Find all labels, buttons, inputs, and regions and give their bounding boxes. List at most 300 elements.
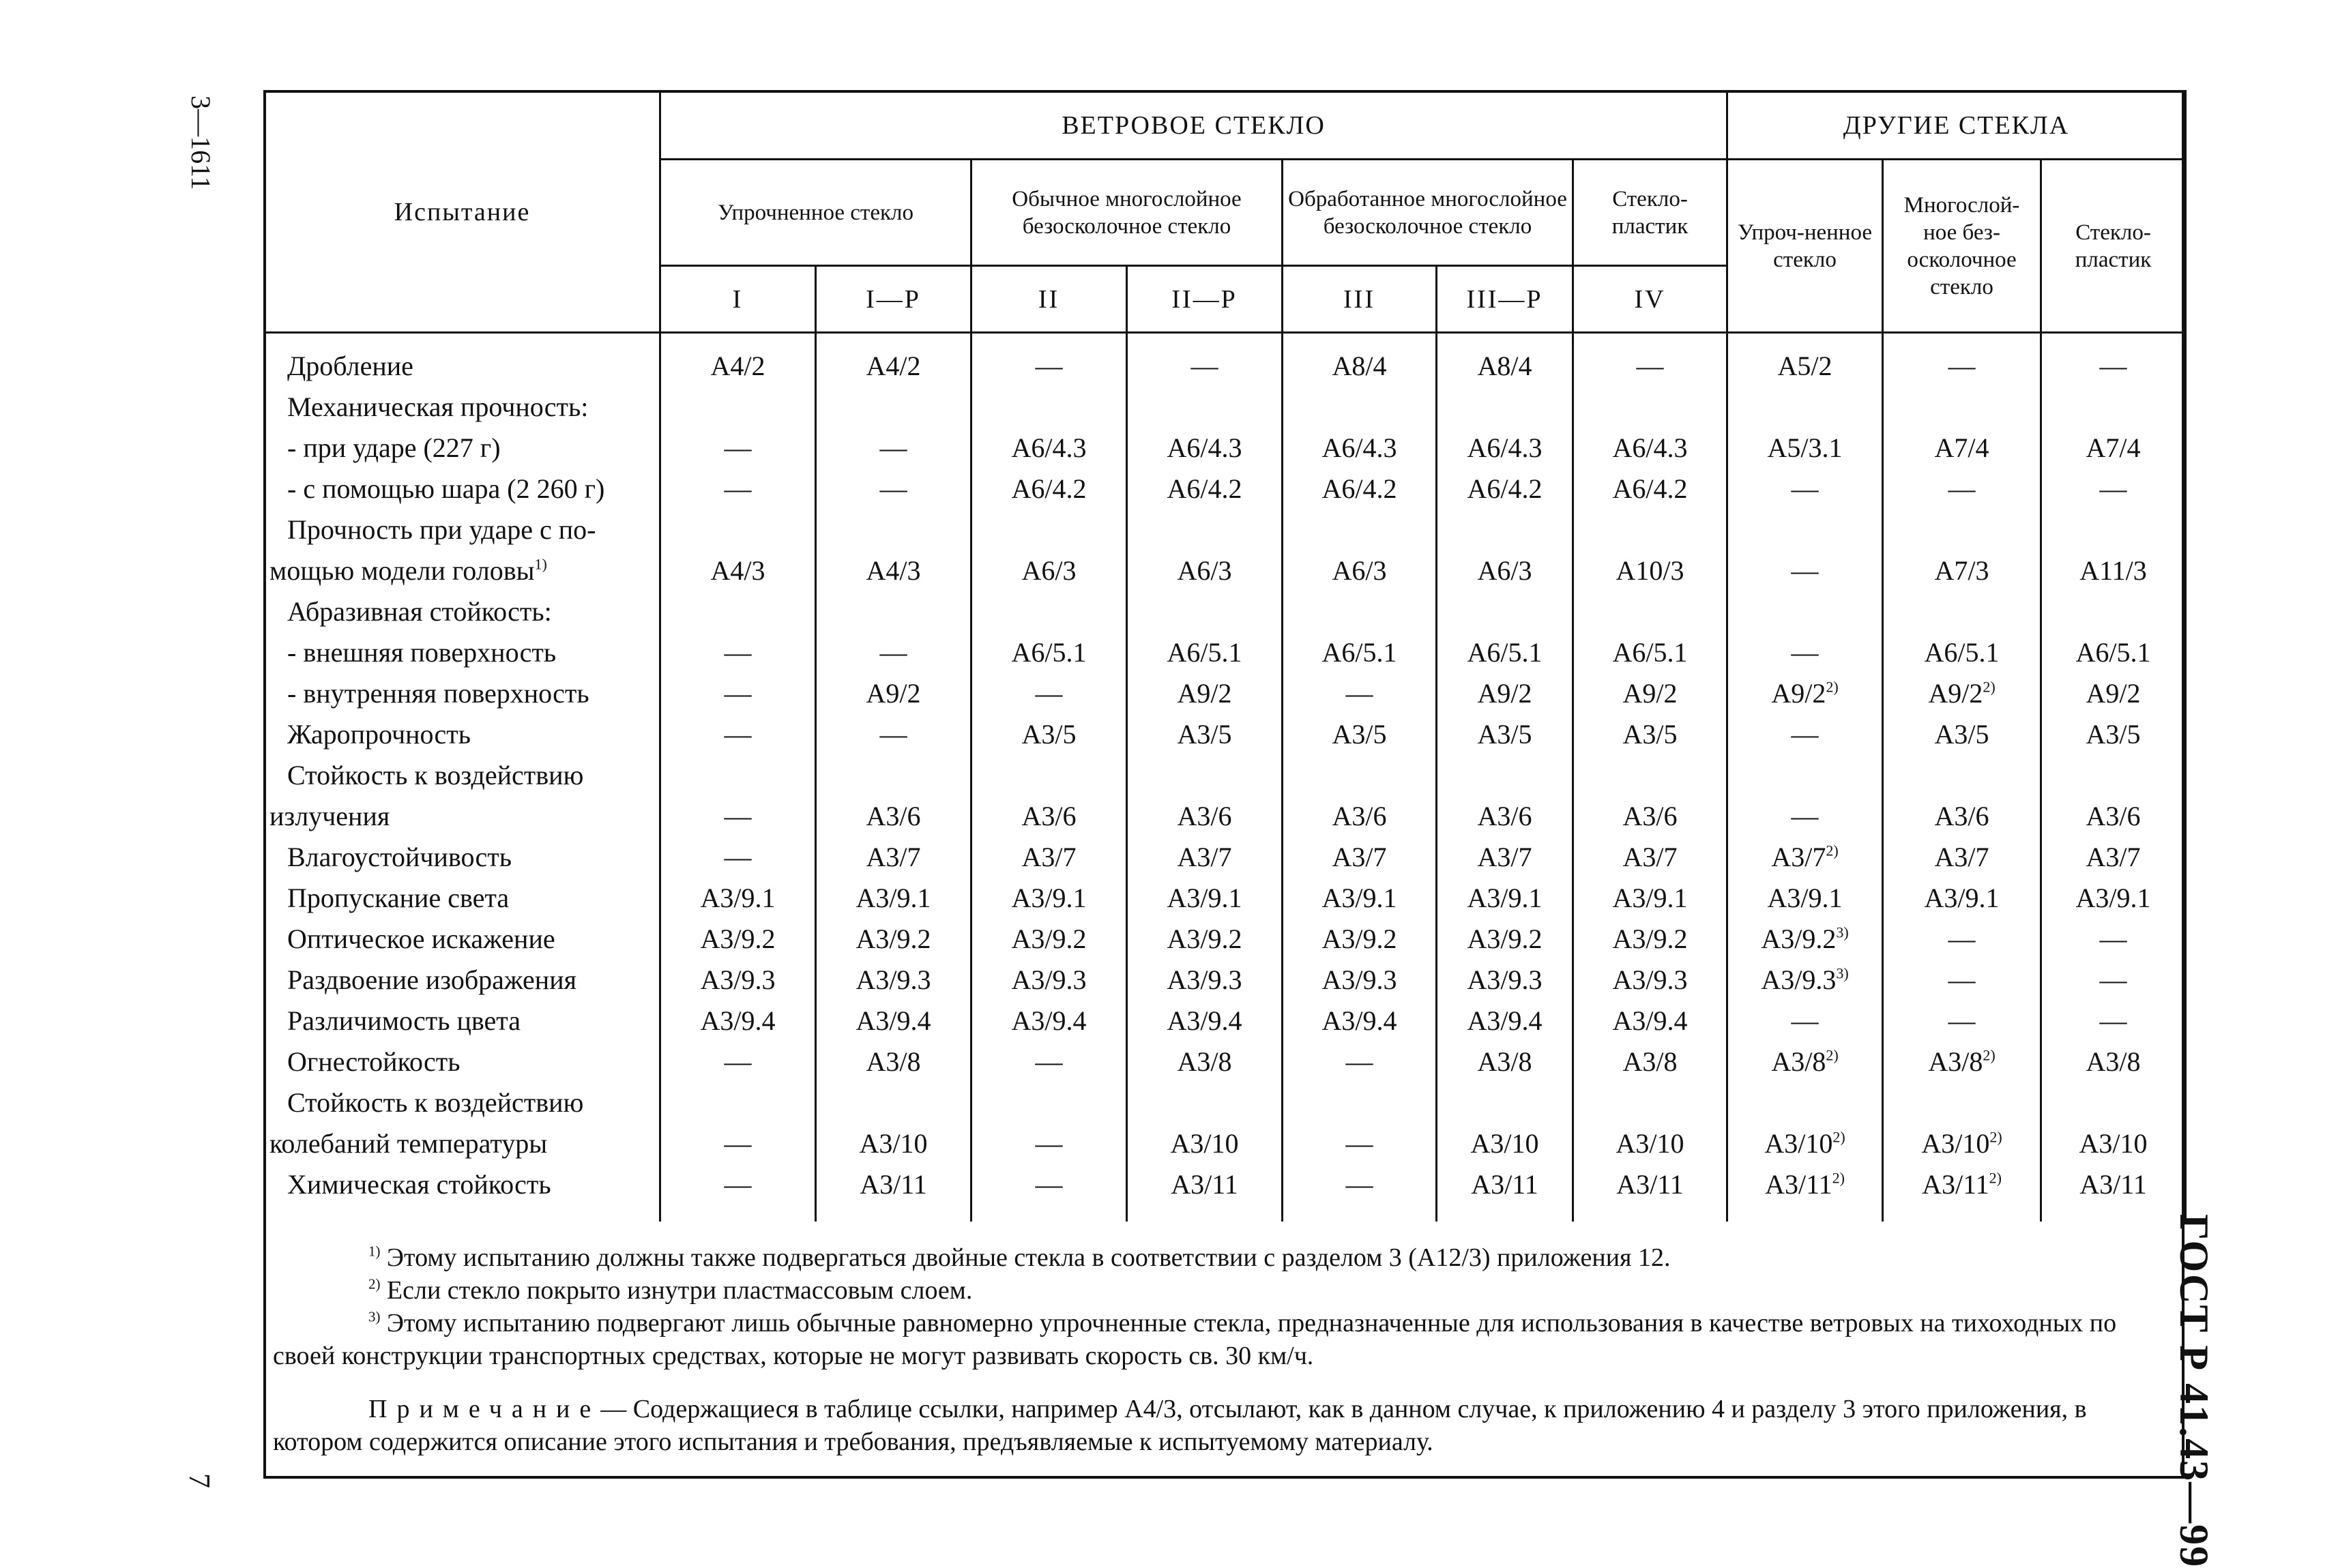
table-cell [2041, 469, 2186, 509]
table-row [265, 714, 2186, 755]
cell-value: — [2099, 923, 2127, 954]
footnote-ref: 2) [1826, 842, 1839, 859]
cell-value: A3/9.1 [2075, 883, 2151, 913]
cell-value: A4/3 [710, 555, 765, 586]
table-cell [2041, 755, 2186, 796]
table-cell [1127, 714, 1283, 755]
table-cell [1727, 673, 1883, 714]
cell-value: A11/3 [2079, 555, 2147, 586]
table-cell [1283, 1164, 1437, 1222]
cell-value: A3/9.1 [1167, 883, 1242, 913]
table-cell [1883, 1082, 2041, 1123]
table-cell [1727, 837, 1883, 878]
cell-value: — [1035, 1046, 1063, 1077]
test-name-text: колебаний температуры [269, 1128, 548, 1159]
table-cell [660, 673, 816, 714]
table-cell [1283, 333, 1437, 387]
table-cell [1573, 469, 1727, 509]
table-cell [1883, 469, 2041, 509]
test-name [265, 509, 660, 550]
cell-value: A3/9.2 [1321, 923, 1397, 954]
cell-value: A6/5.1 [1924, 637, 2000, 668]
table-cell [1437, 550, 1573, 591]
treated-laminated-header: Обработанное многослойное безосколочное стекло [1283, 160, 1573, 266]
cell-value: A6/3 [1021, 555, 1077, 586]
table-cell [1727, 1041, 1883, 1082]
cell-value: — [724, 801, 752, 831]
cell-value: A3/6 [1177, 801, 1232, 831]
table-cell [1127, 550, 1283, 591]
test-name-text: Оптическое искажение [287, 923, 555, 954]
table-cell [1437, 591, 1573, 632]
cell-value: A6/5.1 [2075, 637, 2151, 668]
table-cell [1883, 755, 2041, 796]
cell-value: A3/9.3 [1167, 964, 1242, 995]
table-cell [660, 755, 816, 796]
table-cell [660, 1001, 816, 1041]
test-name-text: Стойкость к воздействию [287, 1087, 584, 1118]
cell-value: A3/11 [1922, 1169, 1989, 1200]
cell-value: A3/8 [2086, 1046, 2141, 1077]
table-cell [1437, 673, 1573, 714]
cell-value: A3/11 [1171, 1169, 1238, 1200]
table-cell [1127, 837, 1283, 878]
cell-value: — [1345, 1169, 1373, 1200]
test-name [265, 796, 660, 837]
test-table [263, 90, 2187, 1222]
table-cell [660, 1123, 816, 1164]
table-cell [816, 796, 971, 837]
cell-value: A6/5.1 [1612, 637, 1688, 668]
cell-value: A3/11 [1471, 1169, 1538, 1200]
table-cell [971, 1001, 1127, 1041]
table-row [265, 509, 2186, 550]
cell-value: A3/5 [1332, 719, 1387, 750]
table-cell [1883, 1123, 2041, 1164]
cell-value: A7/4 [2086, 432, 2141, 463]
table-cell [1727, 1082, 1883, 1123]
table-cell [1437, 837, 1573, 878]
table-row [265, 878, 2186, 919]
test-name [265, 960, 660, 1001]
test-name [265, 714, 660, 755]
test-name [265, 591, 660, 632]
footnotes [273, 1241, 2169, 1458]
cell-value: A6/3 [1332, 555, 1387, 586]
plastic-glass-header: Стекло-пластик [1573, 160, 1727, 266]
footnote-ref: 2) [1989, 1128, 2002, 1146]
table-cell [1283, 591, 1437, 632]
footnote-2 [273, 1274, 2169, 1307]
table-cell [660, 714, 816, 755]
table-cell [1573, 591, 1727, 632]
table-cell [971, 1123, 1127, 1164]
footnote-ref: 3) [1836, 923, 1849, 941]
table-cell [1283, 387, 1437, 428]
table-cell [1883, 673, 2041, 714]
cell-value: A5/2 [1777, 351, 1832, 381]
table-row [265, 428, 2186, 469]
test-name-text: Абразивная стойкость: [287, 596, 552, 627]
cell-value: A9/2 [1477, 678, 1532, 709]
table-cell [1437, 469, 1573, 509]
table-cell [1883, 387, 2041, 428]
table-cell [1573, 509, 1727, 550]
cell-value: — [879, 432, 907, 463]
cell-value: A3/9.2 [856, 923, 931, 954]
cell-value: A3/9.4 [1167, 1005, 1242, 1036]
cell-value: A3/9.3 [1321, 964, 1397, 995]
cell-value: — [2099, 1005, 2127, 1036]
cell-value: — [1035, 351, 1063, 381]
table-cell [1883, 796, 2041, 837]
table-cell [1727, 591, 1883, 632]
table-cell [816, 960, 971, 1001]
table-cell [816, 755, 971, 796]
cell-value: A3/5 [1021, 719, 1077, 750]
table-cell [1727, 632, 1883, 673]
table-cell [1283, 428, 1437, 469]
cell-value: A3/9.2 [700, 923, 776, 954]
footnote-1 [273, 1241, 2169, 1274]
cell-value: A3/7 [2086, 842, 2141, 872]
table-cell [1127, 673, 1283, 714]
table-cell [816, 1082, 971, 1123]
cell-value: A3/9.2 [1612, 923, 1688, 954]
table-cell [1883, 632, 2041, 673]
test-name [265, 1082, 660, 1123]
cell-value: — [879, 637, 907, 668]
table-cell [971, 509, 1127, 550]
cell-value: A3/5 [1934, 719, 1989, 750]
table-cell [1573, 1001, 1727, 1041]
cell-value: A9/2 [1622, 678, 1678, 709]
cell-value: A6/4.2 [1467, 473, 1543, 504]
cell-value: A3/5 [1477, 719, 1532, 750]
table-cell [1437, 960, 1573, 1001]
table-cell [1883, 1001, 2041, 1041]
table-cell [1127, 919, 1283, 960]
cell-value: A6/5.1 [1167, 637, 1242, 668]
class-header: IV [1573, 266, 1727, 333]
cell-value: A3/9.1 [1011, 883, 1087, 913]
table-cell [1127, 1001, 1283, 1041]
class-header: II—P [1127, 266, 1283, 333]
footnote-3 [273, 1307, 2169, 1372]
cell-value: A3/11 [1765, 1169, 1832, 1200]
table-cell [971, 632, 1127, 673]
table-cell [1573, 673, 1727, 714]
table-cell [971, 387, 1127, 428]
table-cell [1127, 591, 1283, 632]
table-cell [2041, 960, 2186, 1001]
cell-value: A6/4.3 [1612, 432, 1688, 463]
table-cell [1283, 1041, 1437, 1082]
laminated-header: Обычное многослойное безосколочное стекло [971, 160, 1283, 266]
table-cell [1127, 796, 1283, 837]
table-row [265, 837, 2186, 878]
test-name [265, 755, 660, 796]
table-row [265, 1001, 2186, 1041]
cell-value: — [879, 473, 907, 504]
table-row [265, 632, 2186, 673]
test-name [265, 837, 660, 878]
table-cell [1127, 878, 1283, 919]
cell-value: A3/7 [1934, 842, 1989, 872]
cell-value: A3/11 [860, 1169, 927, 1200]
cell-value: A3/10 [1170, 1128, 1239, 1159]
table-cell [660, 333, 816, 387]
cell-value: A6/4.3 [1167, 432, 1242, 463]
table-body [265, 333, 2186, 1222]
table-cell [2041, 1123, 2186, 1164]
table-cell [660, 428, 816, 469]
test-name-text: Прочность при ударе с по- [287, 514, 596, 545]
cell-value: A3/6 [1934, 801, 1989, 831]
table-cell [1437, 632, 1573, 673]
cell-value: A9/2 [1771, 678, 1826, 709]
cell-value: A4/2 [866, 351, 921, 381]
table-cell [1883, 591, 2041, 632]
table-cell [971, 333, 1127, 387]
class-header: III—P [1437, 266, 1573, 333]
cell-value: A6/4.3 [1467, 432, 1543, 463]
table-cell [1727, 755, 1883, 796]
table-cell [1573, 1164, 1727, 1222]
table-cell [1437, 878, 1573, 919]
table-cell [1127, 469, 1283, 509]
table-cell [816, 837, 971, 878]
test-name-text: Стойкость к воздействию [287, 760, 584, 790]
table-row [265, 591, 2186, 632]
test-name [265, 333, 660, 387]
cell-value: A4/3 [866, 555, 921, 586]
table-cell [1127, 387, 1283, 428]
table-cell [1283, 673, 1437, 714]
table-cell [660, 591, 816, 632]
table-cell [1573, 960, 1727, 1001]
table-cell [1883, 1164, 2041, 1222]
table-cell [1437, 919, 1573, 960]
table-cell [1727, 428, 1883, 469]
cell-value: A3/9.2 [1761, 923, 1837, 954]
other-glass-header: ДРУГИЕ СТЕКЛА [1727, 91, 2186, 160]
footnote-mark: 2) [368, 1275, 381, 1292]
footnote-mark: 3) [368, 1308, 381, 1325]
other-laminated-header: Многослой-ное без-осколочное стекло [1883, 160, 2041, 333]
cell-value: A6/4.2 [1011, 473, 1087, 504]
table-cell [2041, 550, 2186, 591]
table-cell [660, 1041, 816, 1082]
cell-value: A3/9.1 [700, 883, 776, 913]
cell-value: A3/10 [1470, 1128, 1539, 1159]
table-cell [660, 796, 816, 837]
cell-value: A3/9.1 [1924, 883, 2000, 913]
table-cell [1883, 509, 2041, 550]
cell-value: A6/4.2 [1167, 473, 1242, 504]
footnote-text: Этому испытанию должны также подвергаться двойные стекла в соответствии с разделом 3 (А12/3) приложения 12. [386, 1243, 1671, 1272]
table-cell [1283, 714, 1437, 755]
test-name [265, 428, 660, 469]
table-cell [816, 428, 971, 469]
table-cell [1127, 1082, 1283, 1123]
cell-value: A6/4.2 [1321, 473, 1397, 504]
other-plastic-header: Стекло-пластик [2041, 160, 2186, 333]
cell-value: A3/5 [2086, 719, 2141, 750]
cell-value: — [1035, 1169, 1063, 1200]
test-name-text: Пропускание света [287, 883, 510, 913]
cell-value: A3/10 [1764, 1128, 1833, 1159]
class-header: III [1283, 266, 1437, 333]
cell-value: A6/4.2 [1612, 473, 1688, 504]
table-cell [1573, 632, 1727, 673]
cell-value: — [1035, 678, 1063, 709]
test-name-text: - внутренняя поверхность [287, 678, 589, 709]
table-cell [816, 509, 971, 550]
standard-code: ГОСТ Р 41.43—99 [2172, 1214, 2217, 1568]
table-cell [660, 960, 816, 1001]
table-row [265, 550, 2186, 591]
table-cell [971, 673, 1127, 714]
table-cell [1437, 1001, 1573, 1041]
test-name [265, 1001, 660, 1041]
cell-value: A3/6 [866, 801, 921, 831]
cell-value: — [2099, 351, 2127, 381]
table-cell [1437, 428, 1573, 469]
table-cell [660, 509, 816, 550]
table-cell [2041, 1001, 2186, 1041]
table-cell [660, 919, 816, 960]
table-cell [1883, 714, 2041, 755]
table-cell [1437, 387, 1573, 428]
table-cell [660, 837, 816, 878]
cell-value: A3/8 [1177, 1046, 1232, 1077]
other-toughened-header: Упроч-ненное стекло [1727, 160, 1883, 333]
footnote-text: Этому испытанию подвергают лишь обычные равномерно упрочненные стекла, предназначенные для использования в качестве ветровых на тихоходных по своей конструкции транспортных средствах, которые не могут развивать скорость св. 30 км/ч. [273, 1309, 2117, 1370]
table-cell [2041, 673, 2186, 714]
cell-value: A3/5 [1177, 719, 1232, 750]
table-cell [1883, 837, 2041, 878]
table-cell [1127, 1164, 1283, 1222]
table-cell [1727, 333, 1883, 387]
table-cell [1127, 632, 1283, 673]
table-cell [1727, 469, 1883, 509]
table-cell [1573, 333, 1727, 387]
cell-value: A6/5.1 [1467, 637, 1543, 668]
table-cell [1727, 509, 1883, 550]
table-cell [1573, 796, 1727, 837]
table-cell [2041, 714, 2186, 755]
class-header: I—P [816, 266, 971, 333]
table-cell [1727, 878, 1883, 919]
table-cell [1727, 1164, 1883, 1222]
table-cell [2041, 837, 2186, 878]
cell-value: — [879, 719, 907, 750]
cell-value: A8/4 [1332, 351, 1387, 381]
test-column-header: Испытание [265, 91, 660, 333]
table-cell [971, 550, 1127, 591]
table-cell [1573, 428, 1727, 469]
table-cell [2041, 878, 2186, 919]
footnote-ref: 3) [1836, 964, 1849, 982]
table-cell [1727, 1001, 1883, 1041]
table-cell [1727, 387, 1883, 428]
table-cell [1573, 550, 1727, 591]
cell-value: A3/9.1 [856, 883, 931, 913]
table-row [265, 387, 2186, 428]
test-name-text: - при ударе (227 г) [287, 432, 501, 463]
table-cell [660, 1164, 816, 1222]
cell-value: A3/10 [859, 1128, 928, 1159]
cell-value: A3/9.1 [1612, 883, 1688, 913]
cell-value: — [1791, 1005, 1819, 1036]
table-cell [1437, 1164, 1573, 1222]
table-cell [1283, 837, 1437, 878]
table-row [265, 1123, 2186, 1164]
cell-value: A3/9.3 [1467, 964, 1543, 995]
table-cell [1283, 1123, 1437, 1164]
table-cell [816, 714, 971, 755]
cell-value: A4/2 [710, 351, 765, 381]
footnote-ref: 2) [1989, 1169, 2002, 1187]
test-name-text: Химическая стойкость [287, 1169, 551, 1200]
cell-value: A3/9.4 [1011, 1005, 1087, 1036]
cell-value: A3/6 [2086, 801, 2141, 831]
table-cell [816, 591, 971, 632]
table-cell [2041, 796, 2186, 837]
cell-value: A3/9.4 [1321, 1005, 1397, 1036]
cell-value: A5/3.1 [1767, 432, 1843, 463]
footnote-ref: 2) [1832, 1169, 1845, 1187]
table-cell [971, 837, 1127, 878]
table-cell [1283, 1082, 1437, 1123]
table-cell [971, 878, 1127, 919]
table-cell [971, 1041, 1127, 1082]
table-cell [1727, 796, 1883, 837]
table-cell [1283, 509, 1437, 550]
cell-value: — [1791, 801, 1819, 831]
cell-value: A6/5.1 [1011, 637, 1087, 668]
cell-value: — [1791, 637, 1819, 668]
test-name-text: Огнестойкость [287, 1046, 461, 1077]
table-cell [1283, 550, 1437, 591]
sheet-code: 3—1611 [186, 95, 216, 190]
table-cell [1727, 1123, 1883, 1164]
cell-value: A3/6 [1021, 801, 1077, 831]
cell-value: — [724, 1128, 752, 1159]
cell-value: A9/2 [1177, 678, 1232, 709]
cell-value: — [1791, 719, 1819, 750]
footnote-ref: 2) [1826, 1046, 1839, 1064]
table-cell [1437, 755, 1573, 796]
table-cell [971, 1164, 1127, 1222]
table-cell [1883, 878, 2041, 919]
windscreen-header: ВЕТРОВОЕ СТЕКЛО [660, 91, 1727, 160]
cell-value: A3/10 [1616, 1128, 1684, 1159]
test-name [265, 1123, 660, 1164]
table-cell [660, 632, 816, 673]
footnote-ref: 1) [534, 555, 547, 573]
cell-value: — [1345, 678, 1373, 709]
table-note [273, 1393, 2169, 1458]
page-number: 7 [183, 1473, 216, 1488]
table-cell [1883, 550, 2041, 591]
table-cell [2041, 1041, 2186, 1082]
cell-value: — [1190, 351, 1218, 381]
cell-value: — [724, 637, 752, 668]
cell-value: — [724, 432, 752, 463]
table-cell [1727, 714, 1883, 755]
